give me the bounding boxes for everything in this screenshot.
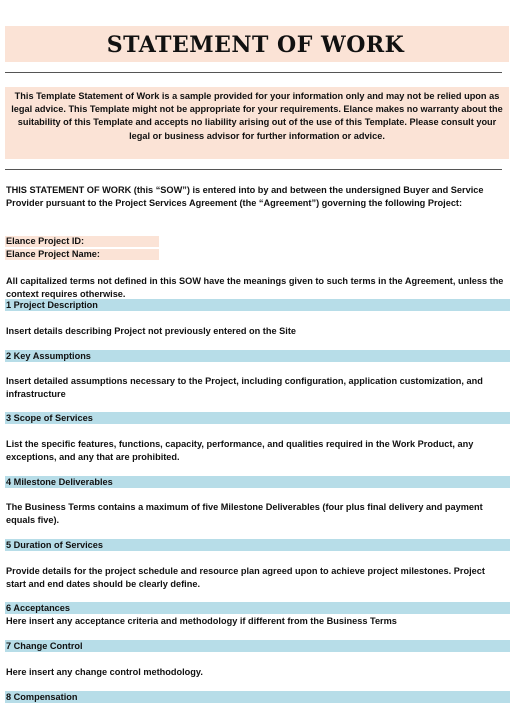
section-heading: 6 Acceptances bbox=[5, 602, 510, 614]
section-body: Provide details for the project schedule and resource plan agreed upon to achieve project milestones. Project start and end dates should be clearly define. bbox=[6, 566, 485, 590]
page-title: STATEMENT OF WORK bbox=[106, 32, 405, 58]
project-id-field: Elance Project ID: bbox=[5, 236, 159, 247]
section-heading: 2 Key Assumptions bbox=[5, 350, 510, 362]
divider bbox=[5, 169, 502, 170]
section-heading: 8 Compensation bbox=[5, 691, 510, 703]
intro-paragraph: THIS STATEMENT OF WORK (this “SOW”) is entered into by and between the undersigned Buyer and Service Provider pursuant to the Project Services Agreement (the “Agreement”) governing the following Project: bbox=[6, 185, 484, 209]
divider bbox=[5, 72, 502, 73]
section-heading: 3 Scope of Services bbox=[5, 412, 510, 424]
section-heading: 7 Change Control bbox=[5, 640, 510, 652]
section-body: Insert detailed assumptions necessary to the Project, including configuration, application customization, and infrastructure bbox=[6, 376, 483, 400]
section-heading: 5 Duration of Services bbox=[5, 539, 510, 551]
section-body: Here insert any change control methodology. bbox=[6, 667, 203, 677]
section-body: Insert details describing Project not previously entered on the Site bbox=[6, 326, 296, 336]
section-body: Here insert any acceptance criteria and methodology if different from the Business Terms bbox=[6, 616, 397, 626]
terms-note: All capitalized terms not defined in this SOW have the meanings given to such terms in the Agreement, unless the context requires otherwise. bbox=[6, 276, 504, 300]
project-name-field: Elance Project Name: bbox=[5, 249, 159, 260]
section-heading: 4 Milestone Deliverables bbox=[5, 476, 510, 488]
section-body: List the specific features, functions, capacity, performance, and qualities required in the Work Product, any exceptions, and any that are prohibited. bbox=[6, 439, 474, 463]
disclaimer-text: This Template Statement of Work is a sample provided for your information only and may not be relied upon as legal advice. This Template might not be appropriate for your requirements. Elance makes no warranty about the suitability of this Template and accepts no liability arising out of the use of this Template. Please consult your legal or business advisor for further information or advice. bbox=[11, 91, 503, 141]
section-body: The Business Terms contains a maximum of five Milestone Deliverables (four plus final delivery and payment equals five). bbox=[6, 502, 483, 526]
section-heading: 1 Project Description bbox=[5, 299, 510, 311]
